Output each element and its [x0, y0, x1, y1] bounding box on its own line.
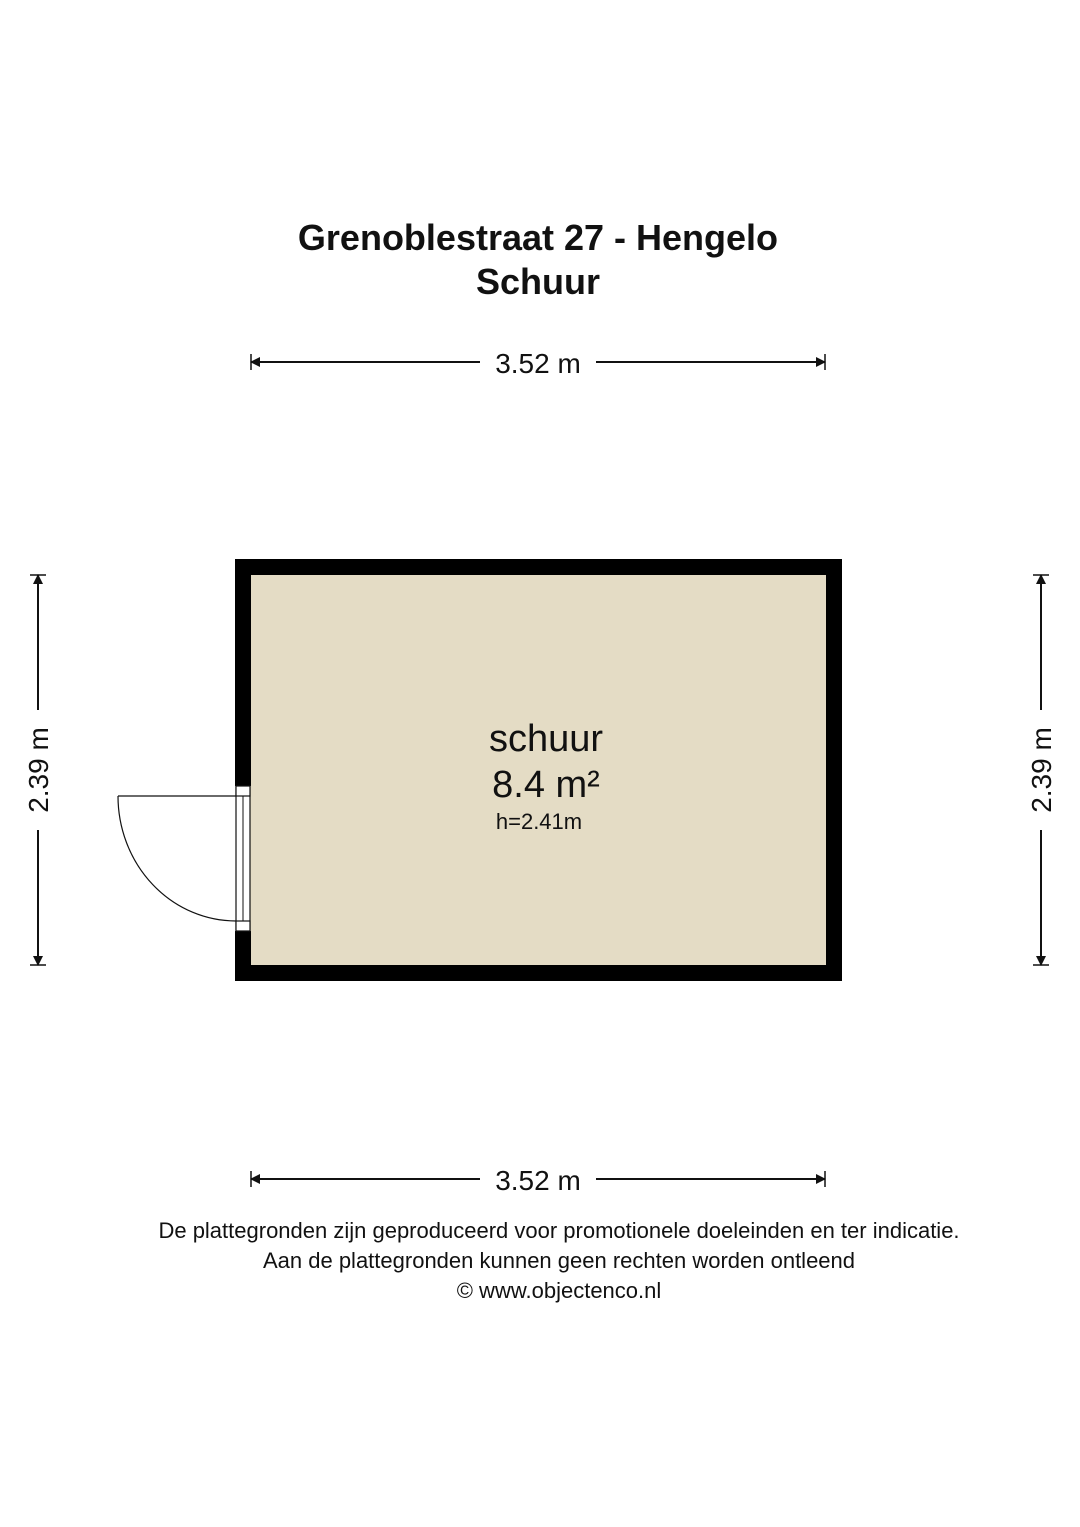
room-height: h=2.41m: [495, 809, 583, 834]
disclaimer-line-2: Aan de plattegronden kunnen geen rechten worden ontleend: [262, 1248, 856, 1273]
floorplan-title: Grenoblestraat 27 - Hengelo: [297, 217, 779, 258]
dimension-bottom: [251, 1165, 825, 1196]
dimension-top: [251, 348, 825, 379]
dimension-left: [23, 575, 54, 965]
dimension-top-label: 3.52 m: [495, 348, 581, 379]
floorplan-subtitle: Schuur: [475, 261, 600, 302]
dimension-left-label: 2.39 m: [23, 727, 54, 813]
room-name: schuur: [488, 718, 604, 760]
dimension-right-label: 2.39 m: [1026, 727, 1057, 813]
copyright-text: © www.objectenco.nl: [456, 1278, 662, 1303]
disclaimer-line-1: De plattegronden zijn geproduceerd voor promotionele doeleinden en ter indicatie.: [158, 1218, 960, 1243]
room-area: 8.4 m²: [492, 764, 600, 806]
door: [118, 786, 250, 931]
dimension-right: [1026, 575, 1057, 965]
dimension-bottom-label: 3.52 m: [495, 1165, 581, 1196]
